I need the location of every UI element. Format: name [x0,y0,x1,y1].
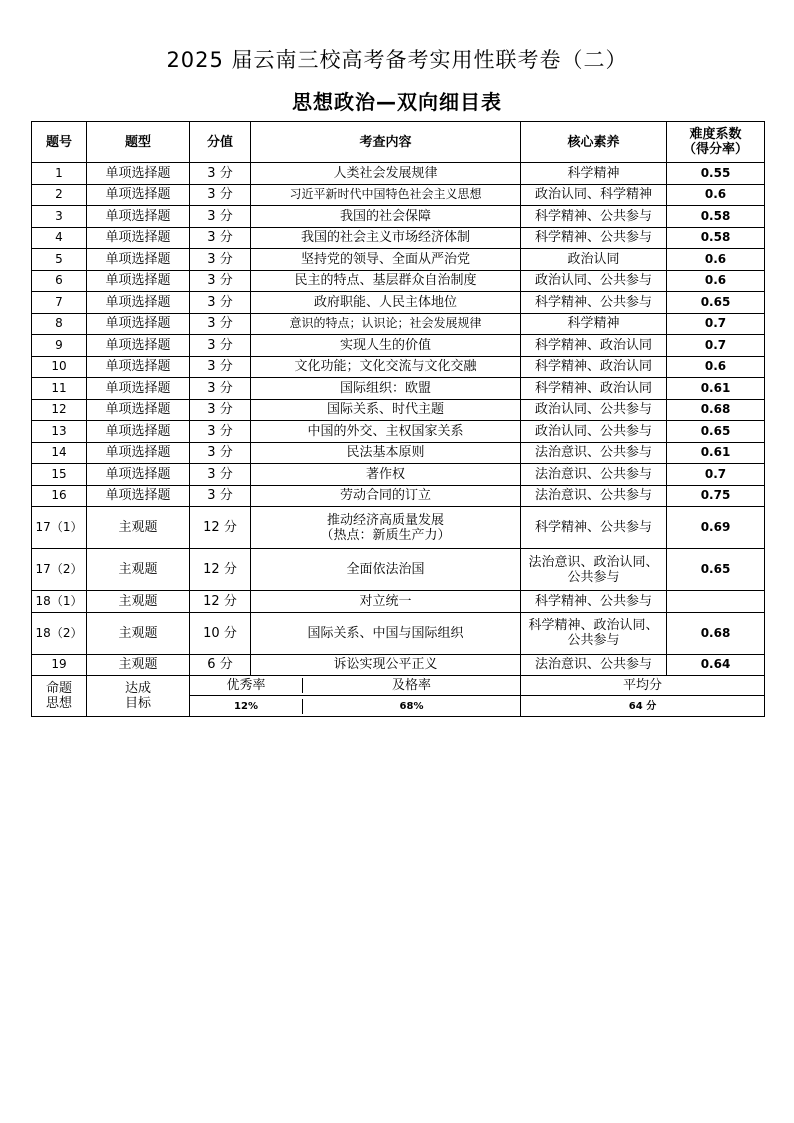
content: 国际组织：欧盟 [251,378,521,400]
header-content: 考查内容 [251,122,521,163]
points: 3 分 [190,249,251,271]
core-literacy: 科学精神 [521,163,667,185]
footer-row [32,676,765,696]
question-no: 6 [32,270,87,292]
question-no: 4 [32,227,87,249]
excellent-rate-value: 12% [234,700,258,712]
question-no: 3 [32,206,87,228]
question-no: 9 [32,335,87,357]
table-row [32,549,765,591]
question-type: 单项选择题 [87,399,190,421]
core-literacy: 政治认同、公共参与 [521,421,667,443]
difficulty: 0.6 [667,356,765,378]
table-row [32,206,765,228]
content [251,612,521,654]
difficulty: 0.7 [667,313,765,335]
difficulty: 0.6 [667,184,765,206]
question-type: 单项选择题 [87,249,190,271]
question-no: 5 [32,249,87,271]
content: 文化功能；文化交流与文化交融 [251,356,521,378]
intent-label-line1: 命题 [45,681,72,696]
core-literacy: 政治认同、公共参与 [521,399,667,421]
average-score-value: 64 分 [521,696,765,717]
question-no: 14 [32,442,87,464]
core-literacy: 科学精神、公共参与 [521,206,667,228]
table-row [32,612,765,654]
question-no: 17（1） [32,507,87,549]
question-type: 单项选择题 [87,335,190,357]
core-literacy: 科学精神、政治认同 [521,356,667,378]
table-row [32,485,765,507]
header-difficulty [667,122,765,163]
question-no: 1 [32,163,87,185]
points: 12 分 [190,549,251,591]
core-literacy: 科学精神、公共参与 [521,227,667,249]
core-literacy: 政治认同、科学精神 [521,184,667,206]
content: 民主的特点、基层群众自治制度 [251,270,521,292]
content-line1: 国际关系、中国与国际组织 [307,625,464,641]
content [251,591,521,613]
table-row [32,399,765,421]
literacy-line1: 科学精神、公共参与 [534,520,652,535]
excellent-rate-label [190,676,521,696]
difficulty: 0.7 [667,464,765,486]
content: 坚持党的领导、全面从严治党 [251,249,521,271]
question-type: 单项选择题 [87,184,190,206]
points: 6 分 [190,654,251,676]
question-no: 8 [32,313,87,335]
points: 3 分 [190,378,251,400]
document-title: 2025 届云南三校高考备考实用性联考卷（二） [166,48,628,72]
question-type: 主观题 [87,612,190,654]
goal-label [87,676,190,717]
content: 我国的社会主义市场经济体制 [251,227,521,249]
question-no: 7 [32,292,87,314]
core-literacy: 科学精神、政治认同 [521,335,667,357]
question-no: 19 [32,654,87,676]
table-row [32,292,765,314]
header-question-type: 题型 [87,122,190,163]
literacy-line1: 科学精神、政治认同、 [528,618,659,633]
question-type: 单项选择题 [87,421,190,443]
excellent-rate-label-text: 优秀率 [226,678,266,693]
literacy-line2: 公共参与 [567,633,620,648]
points: 3 分 [190,184,251,206]
content: 著作权 [251,464,521,486]
table-row [32,464,765,486]
difficulty: 0.61 [667,378,765,400]
content: 劳动合同的订立 [251,485,521,507]
question-no: 11 [32,378,87,400]
question-no: 12 [32,399,87,421]
question-type: 单项选择题 [87,356,190,378]
points: 10 分 [190,612,251,654]
question-no: 10 [32,356,87,378]
content: 习近平新时代中国特色社会主义思想 [251,184,521,206]
points: 3 分 [190,464,251,486]
core-literacy: 法治意识、公共参与 [521,464,667,486]
difficulty: 0.65 [667,421,765,443]
question-no: 13 [32,421,87,443]
question-type: 单项选择题 [87,464,190,486]
pass-rate-label: 及格率 [302,678,520,693]
points: 3 分 [190,485,251,507]
question-type: 单项选择题 [87,442,190,464]
content-line2: （热点：新质生产力） [320,527,451,543]
points: 3 分 [190,163,251,185]
core-literacy [521,507,667,549]
specification-table [31,121,765,717]
average-score-label: 平均分 [521,676,765,696]
core-literacy: 科学精神 [521,313,667,335]
difficulty: 0.64 [667,654,765,676]
core-literacy [521,549,667,591]
pass-rate-value: 68% [302,699,520,714]
question-type: 单项选择题 [87,378,190,400]
difficulty: 0.55 [667,163,765,185]
question-no: 2 [32,184,87,206]
difficulty: 0.61 [667,442,765,464]
points: 12 分 [190,507,251,549]
difficulty: 0.65 [667,549,765,591]
content [251,654,521,676]
difficulty: 0.7 [667,335,765,357]
content: 实现人生的价值 [251,335,521,357]
question-type: 单项选择题 [87,206,190,228]
content: 民法基本原则 [251,442,521,464]
content: 意识的特点；认识论；社会发展规律 [251,313,521,335]
question-no: 18（2） [32,612,87,654]
table-row [32,335,765,357]
core-literacy [521,612,667,654]
rates-values [190,696,521,717]
content-line1: 诉讼实现公平正义 [333,657,438,673]
literacy-line2: 公共参与 [567,569,620,585]
table-row [32,227,765,249]
content-line1: 对立统一 [359,593,412,609]
content [251,507,521,549]
difficulty: 0.58 [667,206,765,228]
header-difficulty-line1: 难度系数 [689,127,742,142]
core-literacy [521,654,667,676]
table-row [32,654,765,676]
points: 3 分 [190,356,251,378]
difficulty: 0.58 [667,227,765,249]
table-row [32,163,765,185]
difficulty: 0.68 [667,399,765,421]
table-row [32,591,765,613]
core-literacy [521,591,667,613]
question-type: 单项选择题 [87,227,190,249]
question-no: 18（1） [32,591,87,613]
difficulty: 0.68 [667,612,765,654]
core-literacy: 政治认同、公共参与 [521,270,667,292]
core-literacy: 法治意识、公共参与 [521,442,667,464]
question-no: 16 [32,485,87,507]
points: 12 分 [190,591,251,613]
core-literacy: 政治认同 [521,249,667,271]
literacy-line1: 法治意识、公共参与 [534,657,652,673]
points: 3 分 [190,313,251,335]
difficulty: 0.6 [667,270,765,292]
points: 3 分 [190,206,251,228]
intent-label [32,676,87,717]
literacy-line1: 法治意识、政治认同、 [528,554,659,570]
question-type: 主观题 [87,507,190,549]
core-literacy: 法治意识、公共参与 [521,485,667,507]
content: 政府职能、人民主体地位 [251,292,521,314]
difficulty: 0.69 [667,507,765,549]
content-line1: 推动经济高质量发展 [326,512,444,528]
document-subtitle: 思想政治—双向细目表 [292,90,502,114]
points: 3 分 [190,335,251,357]
points: 3 分 [190,442,251,464]
header-literacy: 核心素养 [521,122,667,163]
content: 中国的外交、主权国家关系 [251,421,521,443]
intent-label-line2: 思想 [45,696,72,711]
table-row [32,270,765,292]
difficulty: 0.6 [667,249,765,271]
question-type: 主观题 [87,549,190,591]
points: 3 分 [190,270,251,292]
table-row [32,421,765,443]
difficulty: 0.75 [667,485,765,507]
table-row [32,184,765,206]
points: 3 分 [190,399,251,421]
header-question-no: 题号 [32,122,87,163]
table-row [32,313,765,335]
question-type: 主观题 [87,654,190,676]
question-type: 单项选择题 [87,292,190,314]
goal-label-line2: 目标 [124,696,151,711]
core-literacy: 科学精神、政治认同 [521,378,667,400]
table-row [32,442,765,464]
header-difficulty-line2: （得分率） [682,142,748,157]
points: 3 分 [190,421,251,443]
question-type: 单项选择题 [87,313,190,335]
difficulty [667,591,765,613]
table-header-row [32,122,765,163]
header-points: 分值 [190,122,251,163]
difficulty: 0.65 [667,292,765,314]
question-type: 单项选择题 [87,163,190,185]
content: 我国的社会保障 [251,206,521,228]
question-type: 单项选择题 [87,270,190,292]
points: 3 分 [190,292,251,314]
points: 3 分 [190,227,251,249]
core-literacy: 科学精神、公共参与 [521,292,667,314]
content-line1: 全面依法治国 [346,562,425,577]
table-row [32,378,765,400]
table-row [32,356,765,378]
content [251,549,521,591]
question-type: 单项选择题 [87,485,190,507]
literacy-line1: 科学精神、公共参与 [534,593,652,609]
table-row [32,507,765,549]
content: 国际关系、时代主题 [251,399,521,421]
question-type: 主观题 [87,591,190,613]
question-no: 15 [32,464,87,486]
goal-label-line1: 达成 [124,681,151,696]
question-no: 17（2） [32,549,87,591]
table-row [32,249,765,271]
content: 人类社会发展规律 [251,163,521,185]
